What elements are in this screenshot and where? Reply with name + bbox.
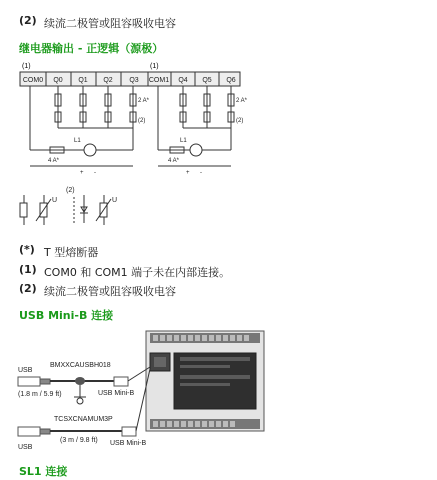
port-label: USB Mini-B xyxy=(110,440,147,447)
note-number: (1) xyxy=(19,263,37,276)
minus-sign: - xyxy=(200,170,202,176)
note-text: 续流二极管或阻容吸收电容 xyxy=(44,17,176,30)
terminal-label: COM1 xyxy=(148,77,170,84)
plus-sign: + xyxy=(80,170,84,176)
supply-label: L1 xyxy=(180,138,187,144)
usb-connection-diagram xyxy=(14,325,274,450)
fuse-2a-label: 2 A* xyxy=(138,98,150,104)
fuse-4a-label: 4 A* xyxy=(48,158,60,164)
cable-2-length: (3 m / 9.8 ft) xyxy=(60,437,98,444)
terminal-label: Q3 xyxy=(129,77,139,84)
symbol-ref-2: (2) xyxy=(66,187,75,194)
fuse-4a-label: 4 A* xyxy=(168,158,180,164)
cable-1-reference: BMXXCAUSBH018 xyxy=(50,362,111,369)
note-number: (2) xyxy=(19,14,37,27)
note-text: COM0 和 COM1 端子未在内部连接。 xyxy=(44,266,231,279)
note-text: T 型熔断器 xyxy=(44,246,99,259)
usb-heading: USB Mini-B 连接 xyxy=(19,309,114,322)
cable-2-reference: TCSXCNAMUM3P xyxy=(54,416,113,423)
note-number: (2) xyxy=(19,282,37,295)
terminal-label: COM0 xyxy=(22,77,44,84)
terminal-label: Q1 xyxy=(78,77,88,84)
wiring-ref-1: (1) xyxy=(22,63,31,70)
terminal-label: Q2 xyxy=(103,77,113,84)
note-ref-2: (2) xyxy=(236,118,244,124)
fuse-2a-label: 2 A* xyxy=(236,98,248,104)
symbol-u-label: U xyxy=(112,197,118,204)
port-label: USB Mini-B xyxy=(98,390,135,397)
cable-1-length: (1.8 m / 5.9 ft) xyxy=(18,391,62,398)
plus-sign: + xyxy=(186,170,190,176)
relay-wiring-diagram xyxy=(10,58,270,180)
terminal-label: Q4 xyxy=(178,77,188,84)
terminal-label: Q0 xyxy=(53,77,63,84)
usb-label: USB xyxy=(18,444,33,450)
minus-sign: - xyxy=(94,170,96,176)
terminal-label: Q5 xyxy=(202,77,212,84)
symbol-u-label: U xyxy=(52,197,58,204)
terminal-label: Q6 xyxy=(226,77,236,84)
protection-symbols xyxy=(14,185,124,235)
supply-label: L1 xyxy=(74,138,81,144)
note-number: (*) xyxy=(19,243,35,256)
relay-output-heading: 继电器输出 - 正逻辑（源极） xyxy=(19,42,164,55)
note-ref-2: (2) xyxy=(138,118,146,124)
usb-label: USB xyxy=(18,367,33,374)
sl1-heading: SL1 连接 xyxy=(19,465,68,478)
wiring-ref-1-right: (1) xyxy=(150,63,159,70)
note-text: 续流二极管或阻容吸收电容 xyxy=(44,285,176,298)
